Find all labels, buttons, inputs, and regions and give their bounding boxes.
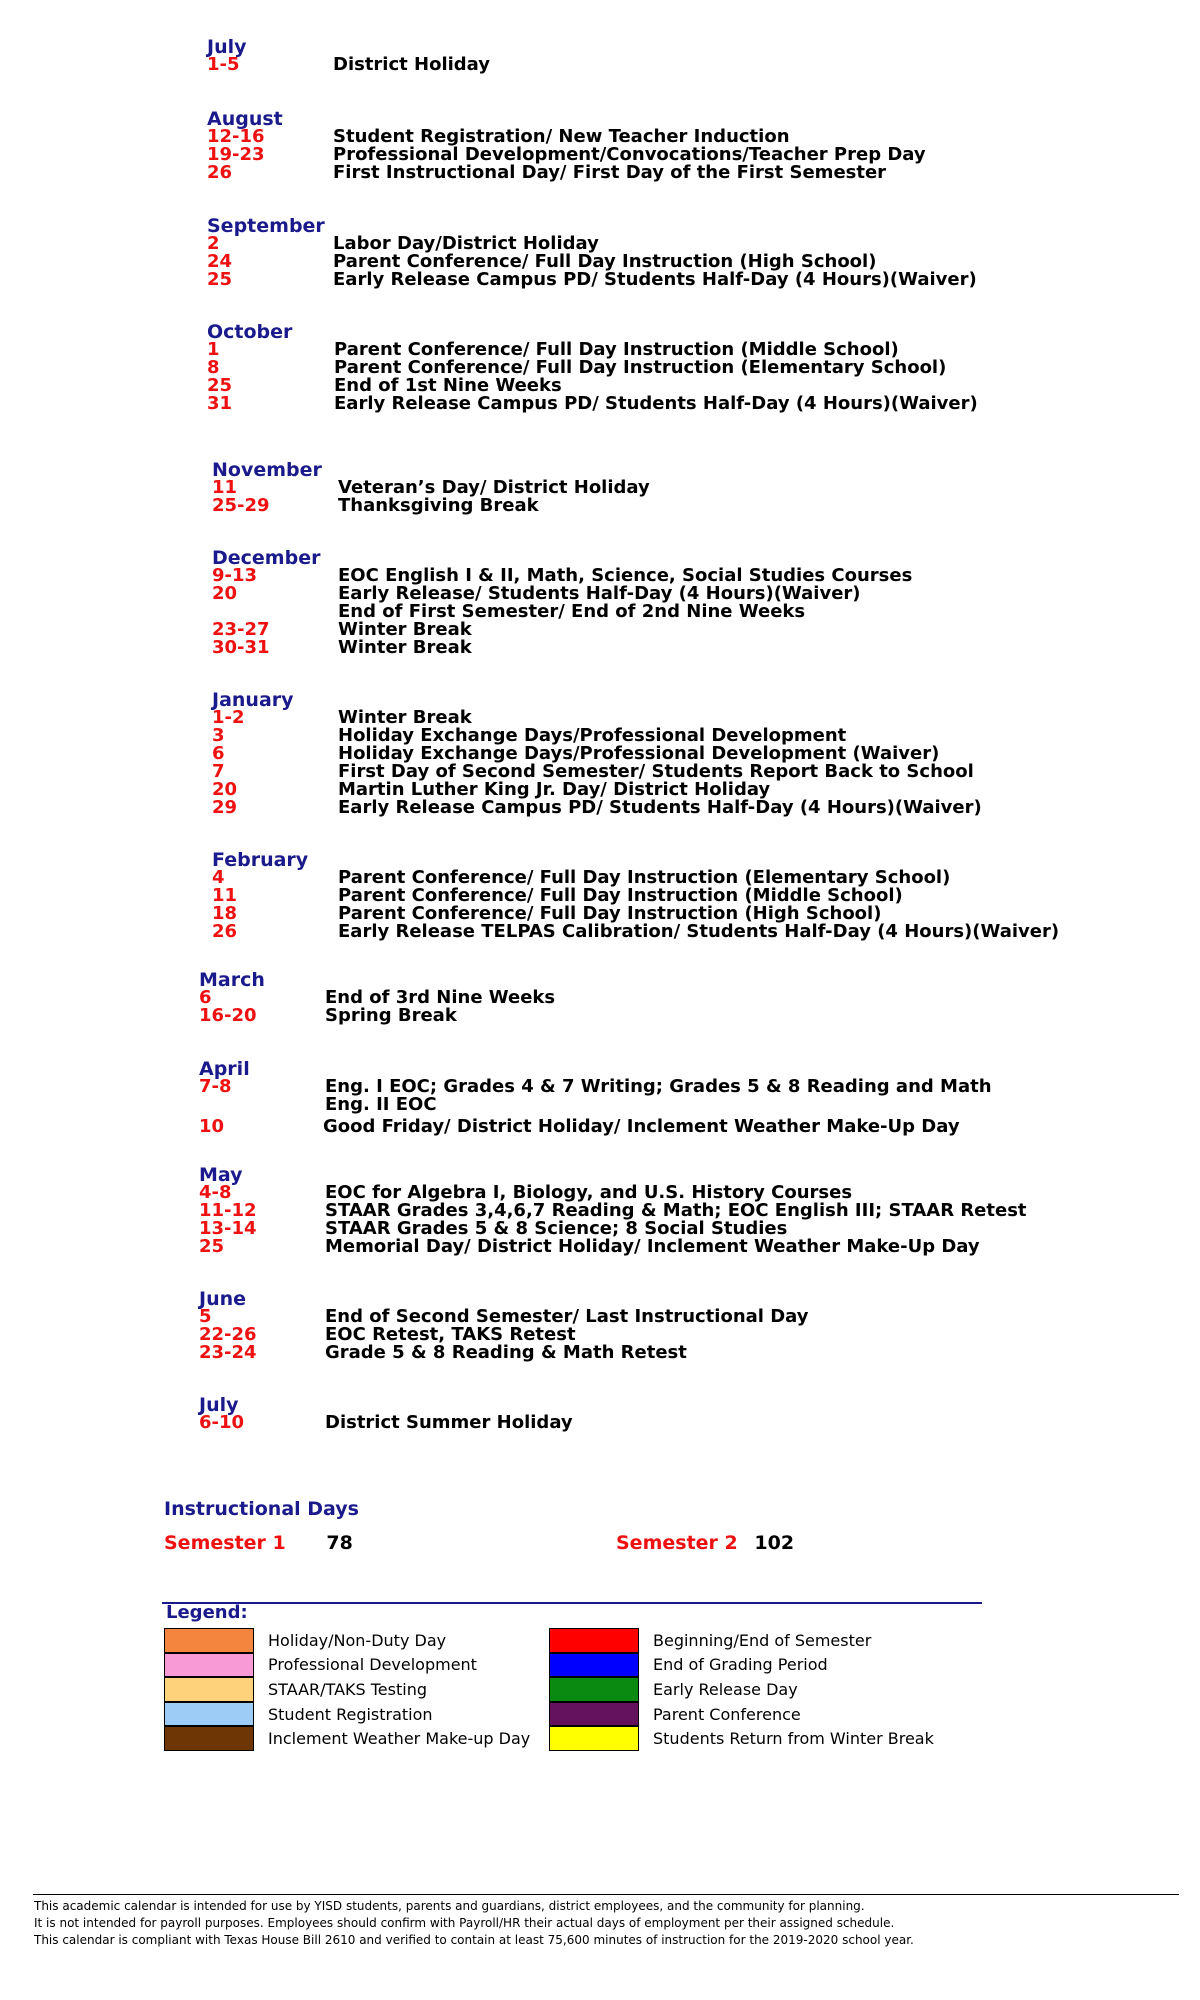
event-text: Winter Break [338, 707, 472, 728]
event-row [212, 621, 912, 639]
event-text: Eng. II EOC [325, 1094, 437, 1115]
event-row [212, 923, 1059, 941]
month-july-2020 [199, 1396, 573, 1432]
event-text: STAAR Grades 5 & 8 Science; 8 Social Studies [325, 1218, 788, 1239]
event-date: 11-12 [199, 1200, 257, 1221]
event-text: Student Registration/ New Teacher Induction [333, 126, 790, 147]
semester-1-value: 78 [326, 1532, 353, 1554]
event-row [207, 395, 978, 413]
legend-swatch [164, 1653, 254, 1678]
legend-swatch [549, 1628, 639, 1653]
event-text: First Day of Second Semester/ Students Report Back to School [338, 761, 974, 782]
event-date: 7 [212, 761, 225, 782]
event-text: Winter Break [338, 619, 472, 640]
month-december [212, 549, 912, 657]
legend-divider [162, 1602, 982, 1604]
event-date: 23-24 [199, 1342, 257, 1363]
month-name: March [199, 969, 265, 991]
event-row [207, 359, 978, 377]
legend-label: Holiday/Non-Duty Day [268, 1630, 447, 1650]
legend-item-holiday [164, 1628, 530, 1653]
event-text: Early Release Campus PD/ Students Half-Day (4 Hours)(Waiver) [338, 797, 982, 818]
event-date: 29 [212, 797, 238, 818]
event-text: Parent Conference/ Full Day Instruction (High School) [333, 251, 877, 272]
event-text: Spring Break [325, 1005, 457, 1026]
semester-1-label: Semester 1 [164, 1532, 286, 1554]
event-text: Parent Conference/ Full Day Instruction (Elementary School) [338, 867, 951, 888]
event-row [212, 603, 912, 621]
month-january [212, 691, 982, 817]
event-date: 1-2 [212, 707, 245, 728]
event-date: 4-8 [199, 1182, 232, 1203]
event-text: District Holiday [333, 54, 490, 75]
event-date: 26 [207, 162, 233, 183]
legend-left-column [164, 1628, 530, 1751]
event-row [199, 1096, 992, 1114]
event-date: 25 [199, 1236, 225, 1257]
legend-swatch [549, 1653, 639, 1678]
event-text: Holiday Exchange Days/Professional Development [338, 725, 847, 746]
event-text: Early Release Campus PD/ Students Half-Day (4 Hours)(Waiver) [334, 393, 978, 414]
event-date: 1-5 [207, 54, 240, 75]
legend-label: End of Grading Period [653, 1655, 828, 1675]
event-date: 30-31 [212, 637, 270, 658]
event-date: 6-10 [199, 1412, 245, 1433]
event-date: 19-23 [207, 144, 265, 165]
event-text: EOC English I & II, Math, Science, Social Studies Courses [338, 565, 913, 586]
event-date: 3 [212, 725, 225, 746]
month-name: May [199, 1164, 243, 1186]
footer-line: This academic calendar is intended for use by YISD students, parents and guardians, district employees, and the community for planning. [34, 1899, 865, 1913]
month-february [212, 851, 1059, 941]
event-text: EOC for Algebra I, Biology, and U.S. History Courses [325, 1182, 853, 1203]
event-date: 24 [207, 251, 233, 272]
legend-item-semester-boundary [549, 1628, 934, 1653]
month-name: October [207, 321, 293, 343]
legend-swatch [164, 1628, 254, 1653]
legend-label: Student Registration [268, 1704, 433, 1724]
month-name: December [212, 547, 321, 569]
event-date: 4 [212, 867, 225, 888]
event-text: Thanksgiving Break [338, 495, 539, 516]
event-text: Early Release/ Students Half-Day (4 Hours)(Waiver) [338, 583, 861, 604]
month-june [199, 1290, 808, 1362]
month-april [199, 1060, 992, 1136]
month-name: September [207, 215, 325, 237]
event-date: 25-29 [212, 495, 270, 516]
event-row [199, 1007, 555, 1025]
event-date: 13-14 [199, 1218, 257, 1239]
event-date: 23-27 [212, 619, 270, 640]
month-name: January [212, 689, 294, 711]
event-date: 5 [199, 1306, 212, 1327]
legend-right-column [549, 1628, 934, 1751]
event-date: 26 [212, 921, 238, 942]
legend-item-registration [164, 1702, 530, 1727]
legend-item-parent-conference [549, 1702, 934, 1727]
legend-item-testing [164, 1677, 530, 1702]
event-date: 22-26 [199, 1324, 257, 1345]
month-march [199, 971, 555, 1025]
event-date: 20 [212, 583, 238, 604]
event-date: 1 [207, 339, 220, 360]
legend-item-winter-return [549, 1726, 934, 1751]
legend-label: Early Release Day [653, 1679, 798, 1699]
legend-label: STAAR/TAKS Testing [268, 1679, 427, 1699]
event-date: 20 [212, 779, 238, 800]
legend-swatch [164, 1677, 254, 1702]
event-text: Early Release TELPAS Calibration/ Students Half-Day (4 Hours)(Waiver) [338, 921, 1060, 942]
event-row [199, 1118, 992, 1136]
event-date: 31 [207, 393, 233, 414]
event-text: District Summer Holiday [325, 1412, 573, 1433]
event-text: Parent Conference/ Full Day Instruction (Elementary School) [334, 357, 947, 378]
event-row [199, 1344, 808, 1362]
event-date: 25 [207, 269, 233, 290]
event-text: Grade 5 & 8 Reading & Math Retest [325, 1342, 687, 1363]
event-row [199, 1414, 573, 1432]
event-date: 9-13 [212, 565, 258, 586]
event-text: Labor Day/District Holiday [333, 233, 599, 254]
legend-label: Beginning/End of Semester [653, 1630, 872, 1650]
month-name: June [199, 1288, 247, 1310]
event-date: 2 [207, 233, 220, 254]
month-november [212, 461, 650, 515]
event-text: Parent Conference/ Full Day Instruction (High School) [338, 903, 882, 924]
event-text: Parent Conference/ Full Day Instruction (Middle School) [338, 885, 903, 906]
event-text: End of 3rd Nine Weeks [325, 987, 556, 1008]
event-date: 6 [199, 987, 212, 1008]
event-text: Memorial Day/ District Holiday/ Inclement Weather Make-Up Day [325, 1236, 980, 1257]
event-date: 12-16 [207, 126, 265, 147]
legend-swatch [164, 1726, 254, 1751]
event-text: First Instructional Day/ First Day of the First Semester [333, 162, 887, 183]
month-october [207, 323, 978, 413]
month-name: July [199, 1394, 239, 1416]
legend-swatch [549, 1702, 639, 1727]
event-date: 16-20 [199, 1005, 257, 1026]
month-september [207, 217, 977, 289]
event-row [207, 271, 977, 289]
footer-line: It is not intended for payroll purposes. Employees should confirm with Payroll/HR their actual days of employment per their assigned schedule. [34, 1916, 895, 1930]
event-date: 8 [207, 357, 220, 378]
legend-label: Students Return from Winter Break [653, 1729, 934, 1749]
month-name: August [207, 108, 283, 130]
event-text: Holiday Exchange Days/Professional Development (Waiver) [338, 743, 940, 764]
month-name: July [207, 36, 247, 58]
legend-item-grading-period [549, 1653, 934, 1678]
footer-line: This calendar is compliant with Texas House Bill 2610 and verified to contain at least 75,600 minutes of instruction for the 2019-2020 school year. [34, 1933, 914, 1947]
event-date: 6 [212, 743, 225, 764]
event-row [212, 497, 650, 515]
footer-disclaimer [34, 1898, 914, 1949]
event-date: 11 [212, 885, 238, 906]
month-august [207, 110, 926, 182]
legend-item-weather-makeup [164, 1726, 530, 1751]
semester-2-value: 102 [754, 1532, 795, 1554]
legend-item-professional-development [164, 1653, 530, 1678]
instructional-days-title: Instructional Days [164, 1498, 359, 1520]
event-date: 18 [212, 903, 238, 924]
event-text: EOC Retest, TAKS Retest [325, 1324, 576, 1345]
semester-1 [164, 1532, 353, 1554]
legend-label: Inclement Weather Make-up Day [268, 1729, 531, 1749]
month-july-2019 [207, 38, 490, 74]
semester-2 [616, 1532, 794, 1554]
month-name: November [212, 459, 322, 481]
legend-item-early-release [549, 1677, 934, 1702]
event-row [207, 164, 926, 182]
event-text: End of Second Semester/ Last Instructional Day [325, 1306, 809, 1327]
month-name: February [212, 849, 309, 871]
event-text: Parent Conference/ Full Day Instruction (Middle School) [334, 339, 899, 360]
legend-swatch [549, 1677, 639, 1702]
month-may [199, 1166, 1027, 1256]
event-text: Eng. I EOC; Grades 4 & 7 Writing; Grades 5 & 8 Reading and Math [325, 1076, 992, 1097]
event-text: Winter Break [338, 637, 472, 658]
footer-divider [33, 1894, 1179, 1895]
legend-swatch [549, 1726, 639, 1751]
event-date: 10 [199, 1116, 225, 1137]
event-row [199, 1238, 1027, 1256]
event-date: 7-8 [199, 1076, 232, 1097]
event-date [199, 1096, 325, 1114]
event-row [199, 1078, 992, 1096]
legend-label: Parent Conference [653, 1704, 801, 1724]
event-row [212, 639, 912, 657]
event-row [207, 56, 490, 74]
event-text: End of 1st Nine Weeks [334, 375, 562, 396]
month-name: April [199, 1058, 250, 1080]
legend-label: Professional Development [268, 1655, 477, 1675]
event-text: Professional Development/Convocations/Teacher Prep Day [333, 144, 926, 165]
legend-title: Legend: [166, 1602, 248, 1623]
event-text: Early Release Campus PD/ Students Half-Day (4 Hours)(Waiver) [333, 269, 977, 290]
event-text: Good Friday/ District Holiday/ Inclement Weather Make-Up Day [323, 1116, 960, 1137]
event-row [212, 799, 982, 817]
legend-swatch [164, 1702, 254, 1727]
semester-2-label: Semester 2 [616, 1532, 738, 1554]
event-text: Veteran’s Day/ District Holiday [338, 477, 650, 498]
event-text: End of First Semester/ End of 2nd Nine Weeks [338, 601, 806, 622]
event-date: 11 [212, 477, 238, 498]
event-text: STAAR Grades 3,4,6,7 Reading & Math; EOC English III; STAAR Retest [325, 1200, 1027, 1221]
event-text: Martin Luther King Jr. Day/ District Holiday [338, 779, 771, 800]
event-date: 25 [207, 375, 233, 396]
